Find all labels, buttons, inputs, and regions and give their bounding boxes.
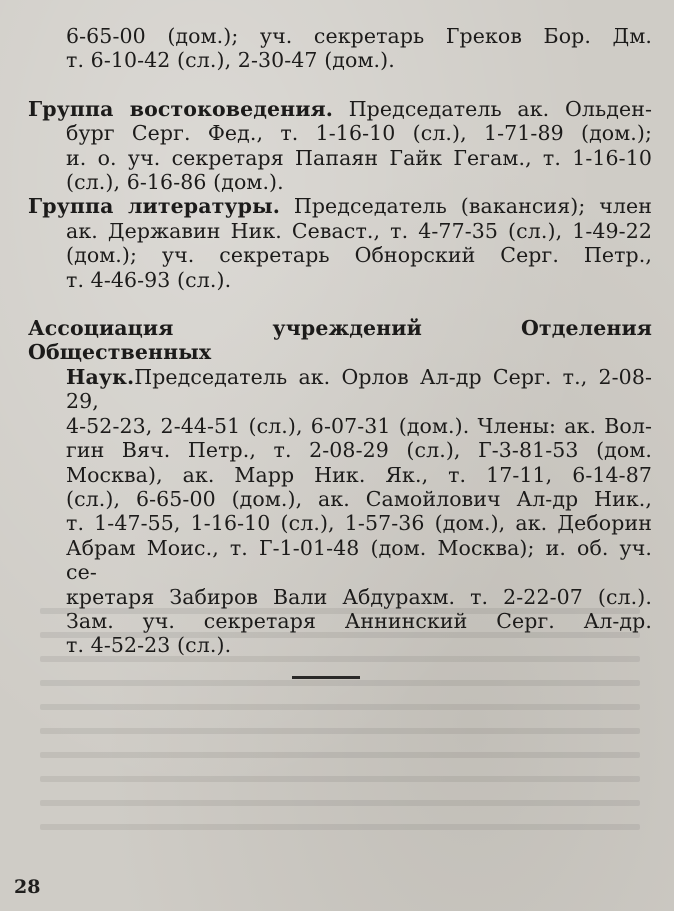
text-line: (сл.), 6-16-86 (дом.). bbox=[66, 170, 284, 195]
text-line: ак. Державин Ник. Севаст., т. 4-77-35 (сл.), 1-49-22 bbox=[66, 218, 652, 243]
text-line: Зам. уч. секретаря Аннинский Серг. Ал-др. bbox=[66, 608, 652, 633]
text-line: т. 1-47-55, 1-16-10 (сл.), 1-57-36 (дом.), ак. Деборин bbox=[66, 511, 652, 536]
paragraph-oriental-studies-group bbox=[28, 97, 652, 195]
text-line bbox=[28, 365, 652, 414]
text-line: Москва), ак. Марр Ник. Як., т. 17-11, 6-14-87 bbox=[66, 462, 652, 487]
text-line: 4-52-23, 2-44-51 (сл.), 6-07-31 (дом.). Члены: ак. Вол- bbox=[66, 413, 652, 438]
text-line: т. 4-46-93 (сл.). bbox=[66, 267, 232, 292]
section-heading: Ассоциация учреждений Отделения Общественных bbox=[28, 316, 652, 365]
text-line: и. о. уч. секретаря Папаян Гайк Гегам., т. 1-16-10 bbox=[66, 145, 652, 170]
paragraph-continuation bbox=[28, 24, 652, 73]
text-line: гин Вяч. Петр., т. 2-08-29 (сл.), Г-3-81-53 (дом. bbox=[66, 438, 652, 463]
text-line: 6-65-00 (дом.); уч. секретарь Греков Бор. Дм. bbox=[66, 24, 652, 48]
text-line bbox=[28, 194, 652, 218]
text-line: кретаря Забиров Вали Абдурахм. т. 2-22-07 (сл.). bbox=[66, 584, 652, 609]
text-line: Абрам Моис., т. Г-1-01-48 (дом. Москва); и. об. уч. се- bbox=[66, 535, 652, 585]
text-line-rest: Председатель ак. Орлов Ал-др Серг. т., 2-08-29, bbox=[66, 364, 652, 414]
section-heading-continued: Наук. bbox=[66, 364, 135, 389]
text-line: бург Серг. Фед., т. 1-16-10 (сл.), 1-71-89 (дом.); bbox=[66, 121, 652, 146]
paragraph-association bbox=[28, 316, 652, 658]
text-line-rest: Председатель (вакансия); член bbox=[279, 194, 652, 219]
text-line bbox=[28, 97, 652, 121]
section-heading: Группа востоковедения. bbox=[28, 96, 334, 121]
page-body bbox=[28, 24, 652, 658]
text-line: т. 4-52-23 (сл.). bbox=[66, 633, 232, 658]
text-line: (дом.); уч. секретарь Обнорский Серг. Петр., bbox=[66, 243, 652, 268]
paragraph-literature-group bbox=[28, 194, 652, 292]
section-divider-rule bbox=[292, 676, 360, 679]
section-heading: Группа литературы. bbox=[28, 194, 280, 219]
text-line: (сл.), 6-65-00 (дом.), ак. Самойлович Ал-др Ник., bbox=[66, 486, 652, 511]
page-number: 28 bbox=[14, 876, 41, 898]
text-line: т. 6-10-42 (сл.), 2-30-47 (дом.). bbox=[66, 48, 395, 73]
text-line-rest: Председатель ак. Ольден- bbox=[333, 96, 652, 121]
